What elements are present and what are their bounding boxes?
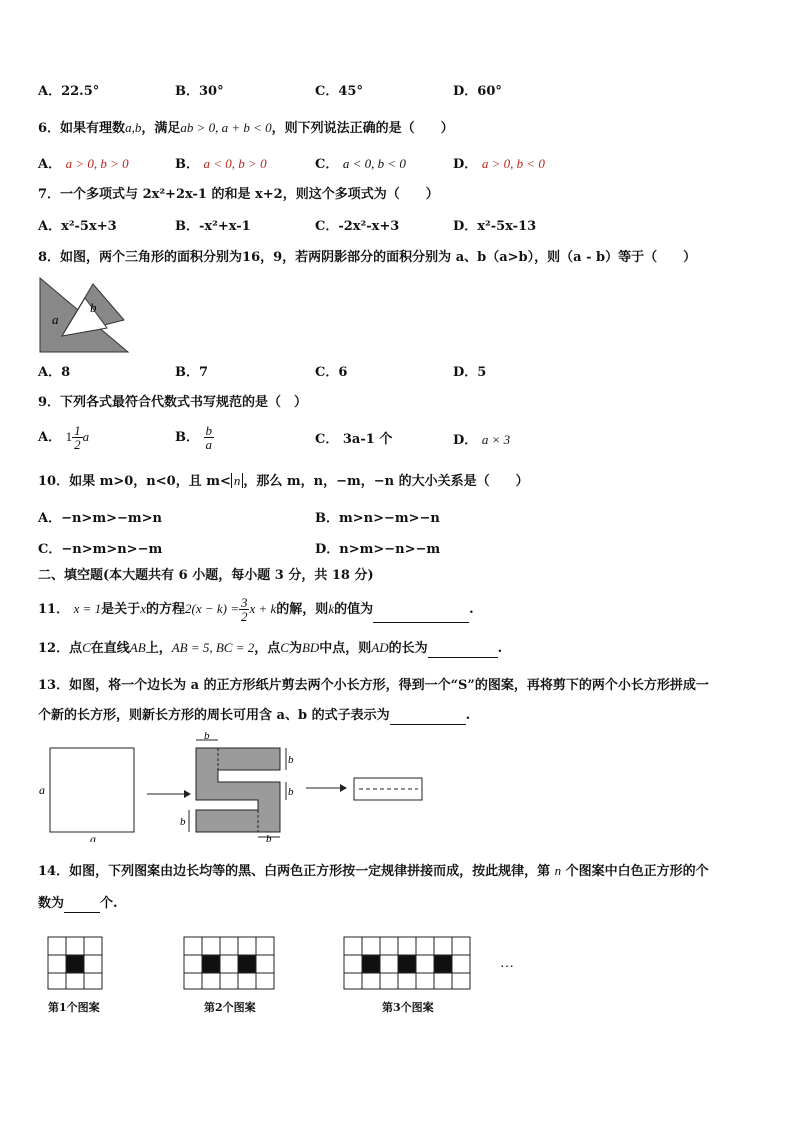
q5-option-b: B．30° [175, 84, 224, 99]
q6-text-c: ，则下列说法正确的是（ ） [271, 121, 454, 136]
q14-pattern-2 [184, 937, 274, 989]
question-13-line2: 个新的长方形，则新长方形的周长可用含 a、b 的式子表示为 . [38, 708, 471, 723]
q14-pattern-1 [48, 937, 102, 989]
q6-option-c: C． a < 0, b < 0 [315, 156, 406, 172]
q14-answer-blank[interactable] [64, 898, 100, 913]
q5-option-d: D．60° [453, 84, 502, 99]
q8-option-b: B．7 [175, 365, 209, 380]
q10-option-d: D．n>m>−n>−m [315, 542, 441, 557]
q10-option-c: C．−n>m>n>−m [38, 542, 163, 557]
q6-text-b: ，满足 [141, 121, 181, 136]
q14-pattern-3 [344, 937, 470, 989]
svg-text:b: b [180, 816, 186, 828]
question-8: 8．如图，两个三角形的面积分别为16，9，若两阴影部分的面积分别为 a、b（a>b），则（a - b）等于（ ） [38, 250, 697, 265]
q7-option-d: D．x²-5x-13 [453, 219, 537, 234]
q14-label-1: 第1个图案 [48, 1001, 100, 1014]
svg-text:b: b [288, 754, 294, 766]
q7-option-c: C．-2x²-x+3 [315, 219, 400, 234]
q9-option-b: B． $\frac{b}{a}$ [175, 423, 213, 452]
q6-vars: a,b [125, 120, 142, 135]
q11-answer-blank[interactable] [373, 608, 469, 623]
q8-label-a: a [52, 312, 59, 327]
q5-option-a: A．22.5° [38, 84, 100, 99]
q8-option-a: A．8 [38, 365, 71, 380]
question-10: 10．如果 m>0，n<0，且 m< n ，那么 m，n，−m，−n 的大小关系是（ ） [38, 473, 529, 489]
section-2-heading: 二、填空题(本大题共有 6 小题，每小题 3 分，共 18 分) [38, 568, 374, 583]
svg-text:a: a [39, 783, 45, 797]
q6-option-b: B． a < 0, b > 0 [175, 156, 267, 172]
question-13-line1: 13．如图，将一个边长为 a 的正方形纸片剪去两个小长方形，得到一个“S”的图案，再将剪下的两个小长方形拼成一 [38, 678, 709, 693]
q8-triangles-figure [38, 276, 130, 354]
svg-text:b: b [266, 833, 272, 842]
question-7: 7．一个多项式与 2x²+2x-1 的和是 x+2，则这个多项式为（ ） [38, 187, 439, 202]
q14-patterns-figure [46, 935, 526, 991]
q8-option-c: C．6 [315, 365, 348, 380]
q6-text-a: 如果有理数 [60, 121, 126, 136]
q13-s-shape-figure [34, 730, 434, 842]
svg-text:b: b [288, 786, 294, 798]
question-11: 11． x = 1是关于x的方程2(x − k) = $\frac{3}{2}$ x + k的解，则k的值为 . [38, 595, 474, 624]
question-6 [38, 119, 454, 138]
question-9: 9．下列各式最符合代数式书写规范的是（ ） [38, 395, 308, 410]
q6-condition: ab > 0, a + b < 0 [180, 120, 272, 135]
svg-text:b: b [204, 730, 210, 742]
q13-answer-blank[interactable] [390, 710, 466, 725]
question-14-line1: 14．如图，下列图案由边长均等的黑、白两色正方形按一定规律拼接而成，按此规律，第 n 个图案中白色正方形的个 [38, 863, 709, 879]
q6-option-d: D． a > 0, b < 0 [453, 156, 545, 172]
q7-option-a: A．x²-5x+3 [38, 219, 117, 234]
q9-option-c: C． 3a-1 个 [315, 432, 393, 447]
q6-number: 6． [38, 121, 61, 136]
q7-option-b: B．-x²+x-1 [175, 219, 251, 234]
q5-option-c: C．45° [315, 84, 363, 99]
q9-option-a: A． 1 $\frac{1}{2}$ a [38, 423, 90, 452]
q10-option-b: B．m>n>−m>−n [315, 511, 440, 526]
q8-label-b: b [90, 300, 97, 315]
q14-ellipsis: … [500, 956, 514, 971]
q10-option-a: A．−n>m>−m>n [38, 511, 162, 526]
svg-text:a: a [90, 832, 96, 842]
question-12: 12．点C在直线AB上，AB = 5, BC = 2，点C为BD中点，则AD的长为 . [38, 640, 503, 656]
q9-option-d: D． a × 3 [453, 432, 511, 448]
q12-answer-blank[interactable] [428, 643, 498, 658]
q8-option-d: D．5 [453, 365, 487, 380]
question-14-line2: 数为 个. [38, 896, 118, 911]
q6-option-a: A． a > 0, b > 0 [38, 156, 129, 172]
q14-label-3: 第3个图案 [382, 1001, 434, 1014]
q14-label-2: 第2个图案 [204, 1001, 256, 1014]
